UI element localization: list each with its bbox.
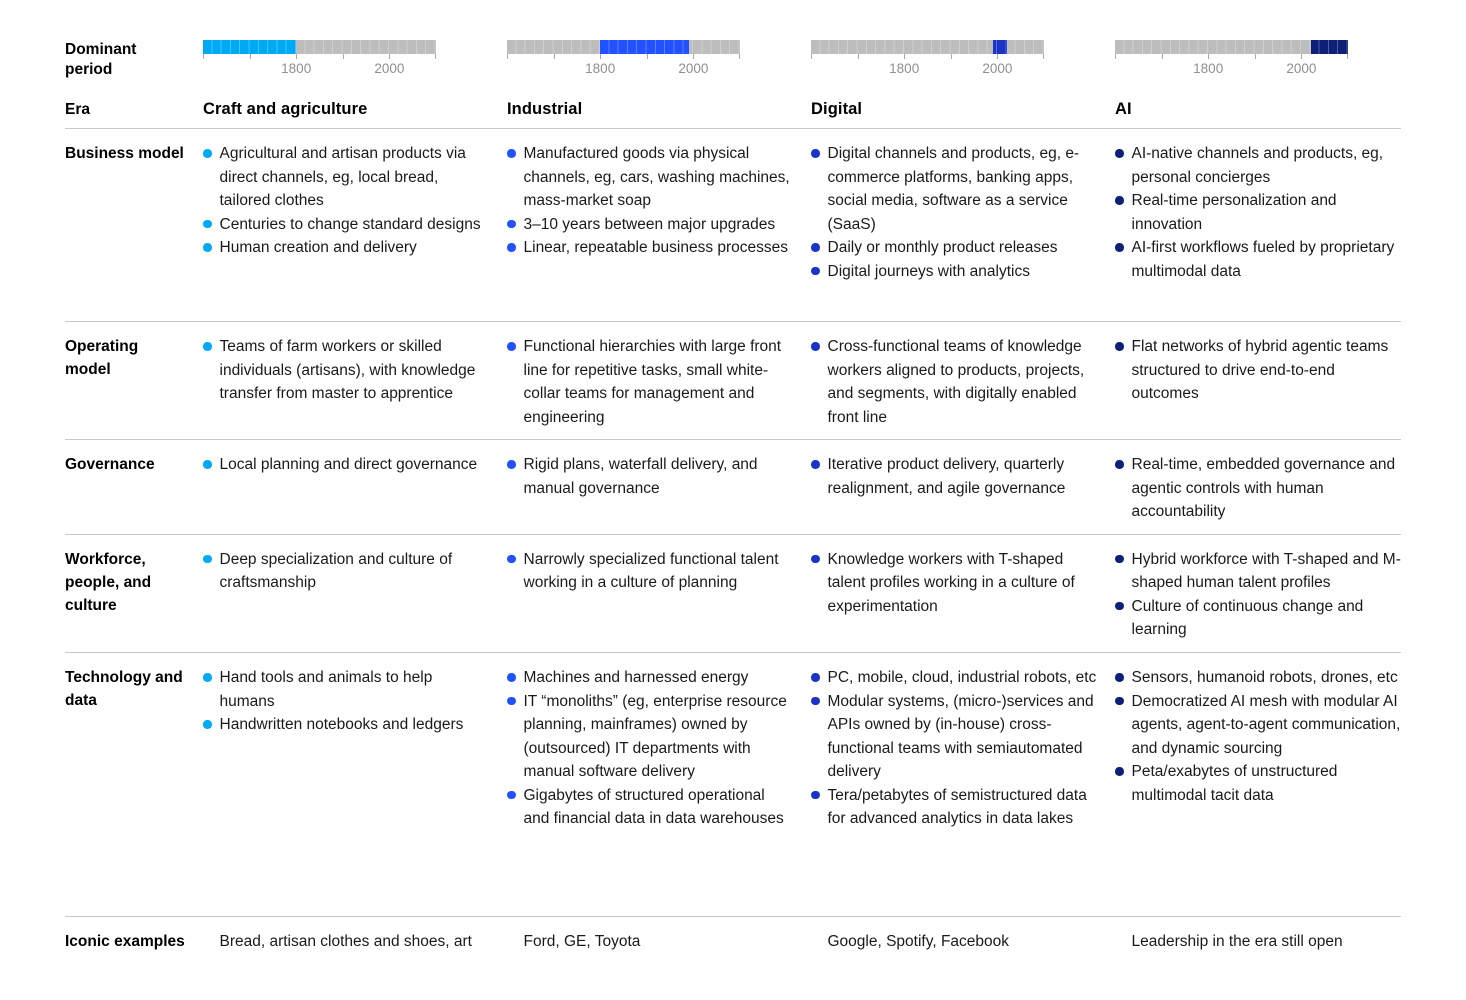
bullet-dot-icon [811,267,820,276]
bullet-text: Knowledge workers with T-shaped talent profiles working in a culture of experimentation [827,550,1075,615]
bullet-item [203,213,489,237]
bullet-dot-icon [811,697,820,706]
axis-tick [693,54,694,59]
axis-tick-label: 1800 [1193,61,1224,76]
era-name-industrial: Industrial [507,100,583,118]
header-col-digital [811,40,1097,119]
cell-digital-iconic-examples: Google, Spotify, Facebook [827,933,1010,951]
bullet-text: Modular systems, (micro-)services and APIs owned by (in-house) cross-functional teams with semiautomated delivery [827,692,1094,781]
timeline-tick-labels [1115,61,1348,80]
cell-digital-governance [811,453,1097,524]
bullet-dot-icon [811,673,820,682]
cell-ai-business-model [1115,142,1401,311]
bullet-item [1115,666,1401,690]
era-name-ai: AI [1115,100,1132,118]
bullet-item [203,142,489,213]
timeline-track [507,40,740,54]
bullet-item [811,690,1097,784]
bullet-text: Deep specialization and culture of craftsmanship [219,550,453,592]
axis-tick [1208,54,1209,59]
timeline-tick-labels [203,61,436,80]
dominant-period-label: Dominant period [65,41,137,78]
cell-craft-governance [203,453,489,524]
bullet-text: AI-first workflows fueled by proprietary multimodal data [1131,239,1395,280]
bullet-dot-icon [811,149,820,158]
timeline-ai [1115,40,1348,80]
bullet-item [811,666,1097,690]
bullet-item [203,335,489,406]
axis-tick [811,54,812,59]
cell-ai-workforce [1115,548,1401,642]
cell-craft-iconic-examples: Bread, artisan clothes and shoes, art [219,933,472,951]
axis-tick [435,54,436,59]
row-label: Technology and data [65,669,183,710]
cell-industrial-iconic-examples: Ford, GE, Toyota [523,933,641,951]
bullet-dot-icon [811,555,820,564]
bullet-item [203,548,489,595]
bullet-item [811,548,1097,619]
bullet-dot-icon [1115,149,1124,158]
bullet-item [203,453,489,477]
bullet-item [811,142,1097,236]
bullet-item [507,213,793,237]
bullet-dot-icon [811,460,820,469]
cell-industrial-technology [507,666,793,906]
bullet-text: Machines and harnessed energy [523,669,749,687]
bullet-item [507,142,793,213]
dominant-period-segment [993,40,1007,54]
bullet-item [203,236,489,260]
bullet-dot-icon [203,220,212,229]
cell-industrial-workforce [507,548,793,642]
axis-tick [951,54,952,59]
cell-digital-business-model [811,142,1097,311]
bullet-text: Hand tools and animals to help humans [219,669,433,710]
bullet-dot-icon [507,243,516,252]
cell-industrial-operating-model [507,335,793,429]
bullet-dot-icon [1115,555,1124,564]
bullet-dot-icon [203,555,212,564]
axis-tick [647,54,648,59]
bullet-text: AI-native channels and products, eg, personal concierges [1131,145,1384,186]
header-col-craft [203,40,489,119]
axis-tick [1115,54,1116,59]
bullet-item [1115,189,1401,236]
bullet-item [507,666,793,690]
bullet-text: Human creation and delivery [219,239,417,257]
row-business-model [65,129,1401,322]
cell-digital-workforce [811,548,1097,642]
era-row-label: Era [65,101,90,118]
row-technology [65,653,1401,917]
axis-tick [739,54,740,59]
bullet-text: Teams of farm workers or skilled individuals (artisans), with knowledge transfer from master to apprentice [219,338,476,403]
bullet-dot-icon [507,791,516,800]
bullet-item [203,666,489,713]
bullet-text: Gigabytes of structured operational and financial data in data warehouses [523,786,784,828]
cell-industrial-business-model [507,142,793,311]
row-operating-model [65,322,1401,440]
bullet-dot-icon [203,243,212,252]
timeline-industrial [507,40,740,80]
bullet-item [811,260,1097,284]
bullet-text: Iterative product delivery, quarterly realignment, and agile governance [827,456,1066,497]
bullet-dot-icon [507,460,516,469]
axis-tick [296,54,297,59]
row-governance [65,440,1401,535]
header-label-column [65,40,185,119]
bullet-item [507,690,793,784]
bullet-text: Culture of continuous change and learning [1131,597,1364,639]
header-col-ai [1115,40,1401,119]
bullet-dot-icon [1115,673,1124,682]
axis-tick [1162,54,1163,59]
row-label: Operating model [65,338,139,379]
bullet-dot-icon [203,460,212,469]
bullet-dot-icon [1115,196,1124,205]
cell-ai-iconic-examples: Leadership in the era still open [1131,933,1343,951]
era-name-digital: Digital [811,100,863,118]
bullet-dot-icon [1115,602,1124,611]
cell-ai-governance [1115,453,1401,524]
row-label: Governance [65,456,155,474]
cell-craft-business-model [203,142,489,311]
timeline-ticks [1115,54,1348,59]
dominant-period-segment [600,40,689,54]
timeline-ticks [203,54,436,59]
axis-tick [507,54,508,59]
axis-tick [858,54,859,59]
bullet-text: Centuries to change standard designs [219,215,481,233]
dominant-period-segment [203,40,296,54]
bullet-text: Agricultural and artisan products via direct channels, eg, local bread, tailored clothes [219,145,466,210]
bullet-text: Democratized AI mesh with modular AI agents, agent-to-agent communication, and dynamic sourcing [1131,692,1401,757]
axis-tick [389,54,390,59]
bullet-dot-icon [203,673,212,682]
timeline-track [811,40,1044,54]
axis-tick [343,54,344,59]
axis-tick [600,54,601,59]
cell-craft-operating-model [203,335,489,429]
axis-tick [1043,54,1044,59]
axis-tick-label: 1800 [585,61,616,76]
bullet-text: IT “monoliths” (eg, enterprise resource planning, mainframes) owned by (outsourced) IT departments with manual software delivery [523,692,787,781]
bullet-item [507,784,793,831]
bullet-dot-icon [507,342,516,351]
axis-tick [1347,54,1348,59]
bullet-text: Daily or monthly product releases [827,239,1058,257]
axis-tick-label: 2000 [982,61,1013,76]
bullet-dot-icon [1115,767,1124,776]
bullet-item [1115,760,1401,807]
bullet-item [507,335,793,429]
header-col-industrial [507,40,793,119]
axis-tick-label: 2000 [678,61,709,76]
bullet-dot-icon [1115,460,1124,469]
axis-tick-label: 2000 [1286,61,1317,76]
axis-tick-label: 2000 [374,61,405,76]
bullet-item [507,236,793,260]
bullet-text: Handwritten notebooks and ledgers [219,716,464,734]
row-workforce [65,535,1401,653]
bullet-dot-icon [811,342,820,351]
bullet-text: Sensors, humanoid robots, drones, etc [1131,669,1398,687]
bullet-text: Digital channels and products, eg, e-commerce platforms, banking apps, social media, software as a service (SaaS) [827,145,1080,233]
bullet-item [1115,453,1401,524]
bullet-item [811,335,1097,429]
bullet-text: Local planning and direct governance [219,456,478,474]
bullet-item [811,453,1097,500]
bullet-item [1115,142,1401,189]
bullet-text: Hybrid workforce with T-shaped and M-shaped human talent profiles [1131,550,1401,592]
bullet-item [811,784,1097,831]
row-iconic-examples [65,917,1401,997]
bullet-text: Functional hierarchies with large front line for repetitive tasks, small white-collar teams for management and engineering [523,338,782,426]
bullet-item [1115,236,1401,283]
timeline-track [1115,40,1348,54]
bullet-text: Real-time personalization and innovation [1131,192,1337,233]
bullet-dot-icon [507,220,516,229]
bullet-item [811,236,1097,260]
bullet-dot-icon [811,243,820,252]
bullet-dot-icon [507,673,516,682]
bullet-text: Cross-functional teams of knowledge workers aligned to products, projects, and segments, with digitally enabled front line [827,338,1085,426]
dominant-period-segment [1311,40,1348,54]
bullet-text: Rigid plans, waterfall delivery, and manual governance [523,456,758,497]
row-label: Workforce, people, and culture [65,550,152,615]
timeline-ticks [507,54,740,59]
bullet-item [1115,548,1401,595]
axis-tick [203,54,204,59]
bullet-text: PC, mobile, cloud, industrial robots, etc [827,669,1097,687]
cell-craft-workforce [203,548,489,642]
bullet-dot-icon [811,791,820,800]
cell-ai-technology [1115,666,1401,906]
bullet-dot-icon [1115,243,1124,252]
bullet-item [1115,595,1401,642]
timeline-craft [203,40,436,80]
axis-tick-label: 1800 [281,61,312,76]
era-name-craft: Craft and agriculture [203,100,368,118]
bullet-text: 3–10 years between major upgrades [523,215,776,233]
timeline-tick-labels [811,61,1044,80]
bullet-text: Linear, repeatable business processes [523,239,789,257]
table-header [65,40,1401,129]
timeline-track [203,40,436,54]
bullet-dot-icon [203,342,212,351]
bullet-text: Manufactured goods via physical channels, eg, cars, washing machines, mass-market soap [523,145,790,210]
cell-digital-technology [811,666,1097,906]
axis-tick [1301,54,1302,59]
axis-tick-label: 1800 [889,61,920,76]
axis-tick [1255,54,1256,59]
bullet-dot-icon [203,149,212,158]
bullet-text: Flat networks of hybrid agentic teams structured to drive end-to-end outcomes [1131,338,1389,403]
bullet-text: Real-time, embedded governance and agentic controls with human accountability [1131,456,1396,521]
row-label: Business model [65,145,184,162]
bullet-dot-icon [203,720,212,729]
bullet-text: Tera/petabytes of semistructured data for advanced analytics in data lakes [827,786,1087,828]
row-label: Iconic examples [65,933,185,951]
bullet-text: Narrowly specialized functional talent working in a culture of planning [523,550,779,592]
bullet-dot-icon [1115,342,1124,351]
bullet-item [1115,690,1401,761]
bullet-dot-icon [507,697,516,706]
cell-industrial-governance [507,453,793,524]
bullet-dot-icon [1115,697,1124,706]
bullet-item [1115,335,1401,406]
timeline-tick-labels [507,61,740,80]
cell-ai-operating-model [1115,335,1401,429]
cell-digital-operating-model [811,335,1097,429]
axis-tick [904,54,905,59]
bullet-item [203,713,489,737]
bullet-text: Peta/exabytes of unstructured multimodal tacit data [1131,763,1338,804]
timeline-ticks [811,54,1044,59]
axis-tick [250,54,251,59]
bullet-dot-icon [507,149,516,158]
bullet-text: Digital journeys with analytics [827,262,1030,280]
axis-tick [997,54,998,59]
timeline-digital [811,40,1044,80]
bullet-item [507,453,793,500]
bullet-item [507,548,793,595]
axis-tick [554,54,555,59]
bullet-dot-icon [507,555,516,564]
cell-craft-technology [203,666,489,906]
